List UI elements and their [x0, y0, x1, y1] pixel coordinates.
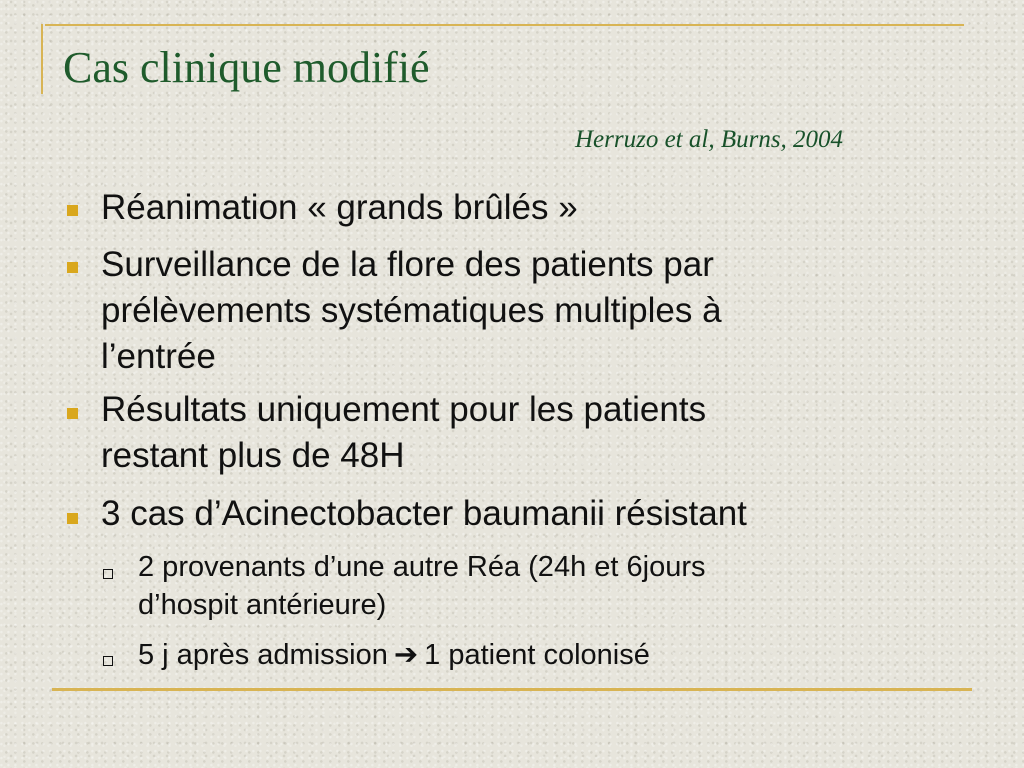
sub-bullet-line: d’hospit antérieure) [138, 589, 387, 621]
square-bullet-icon [67, 408, 78, 419]
bullet-text: 3 cas d’Acinectobacter baumanii résistant [101, 494, 747, 533]
bullet-line: Résultats uniquement pour les patients [101, 390, 707, 429]
bullet-item-3 [101, 387, 706, 479]
bullet-item-4 [101, 491, 747, 537]
hollow-square-icon [103, 569, 113, 579]
square-bullet-icon [67, 205, 78, 216]
sub-bullet-text-after-arrow: 1 patient colonisé [424, 639, 650, 671]
bullet-line: prélèvements systématiques multiples à [101, 291, 722, 330]
hollow-square-icon [103, 656, 113, 666]
bullet-line: restant plus de 48H [101, 436, 405, 475]
right-arrow-icon: ➔ [393, 639, 419, 671]
bullet-item-2 [101, 242, 722, 380]
square-bullet-icon [67, 513, 78, 524]
square-bullet-icon [67, 262, 78, 273]
sub-bullet-item-1 [138, 548, 705, 624]
sub-bullet-text-before-arrow: 5 j après admission [138, 639, 388, 671]
bullet-line: l’entrée [101, 337, 216, 376]
bullet-item-1 [101, 185, 578, 231]
slide-title: Cas clinique modifié [63, 43, 430, 92]
bullet-text: Réanimation « grands brûlés » [101, 188, 578, 227]
sub-bullet-line: 2 provenants d’une autre Réa (24h et 6jours [138, 551, 706, 583]
sub-bullet-item-2 [138, 636, 650, 674]
citation: Herruzo et al, Burns, 2004 [575, 126, 844, 153]
bullet-line: Surveillance de la flore des patients par [101, 245, 714, 284]
